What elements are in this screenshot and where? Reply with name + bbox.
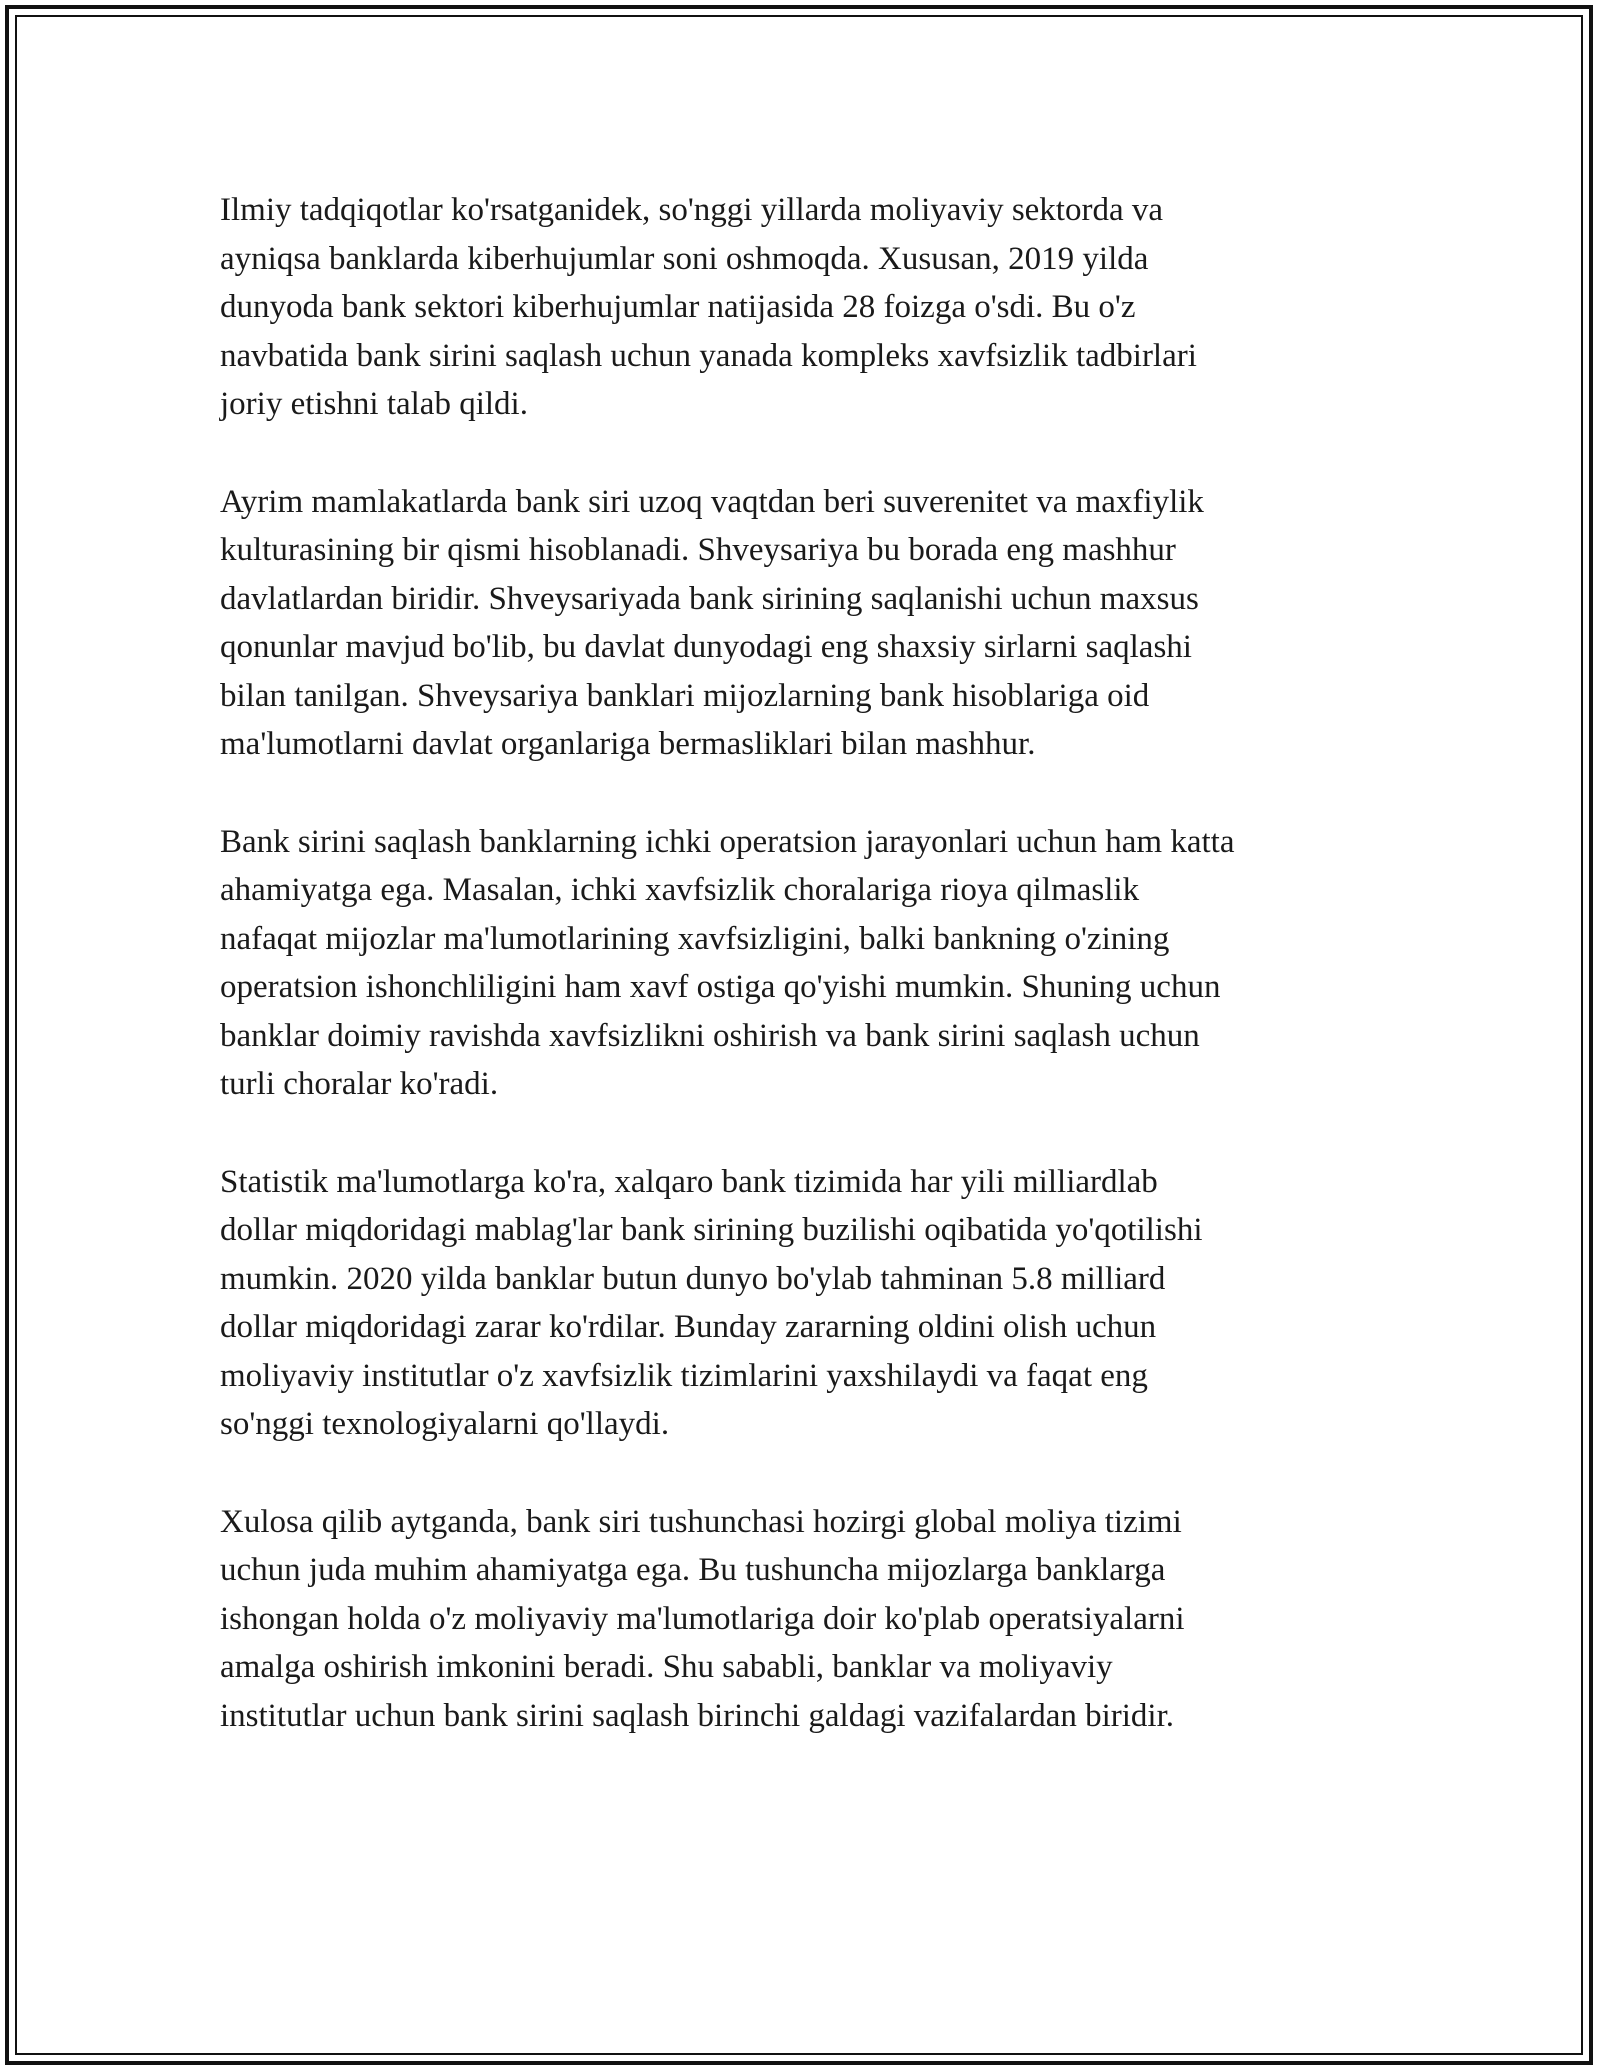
text-line: kulturasining bir qismi hisoblanadi. Shveysariya bu borada eng mashhur (220, 532, 1176, 568)
text-line: davlatlardan biridir. Shveysariyada bank sirining saqlanishi uchun maxsus (220, 580, 1199, 617)
text-line: moliyaviy institutlar o'z xavfsizlik tizimlarini yaxshilaydi va faqat eng (220, 1357, 1148, 1394)
text-line: uchun juda muhim ahamiyatga ega. Bu tushuncha mijozlarga banklarga (220, 1552, 1166, 1588)
paragraph-1 (220, 186, 1380, 429)
text-line: Xulosa qilib aytganda, bank siri tushunchasi hozirgi global moliya tizimi (220, 1503, 1182, 1540)
text-line: so'nggi texnologiyalarni qo'llaydi. (220, 1406, 670, 1442)
text-line: institutlar uchun bank sirini saqlash birinchi galdagi vazifalardan biridir. (220, 1697, 1175, 1734)
text-line: nafaqat mijozlar ma'lumotlarining xavfsizligini, balki bankning o'zining (220, 920, 1170, 957)
text-line: dollar miqdoridagi mablag'lar bank sirining buzilishi oqibatida yo'qotilishi (220, 1212, 1203, 1248)
paragraph-4 (220, 1158, 1380, 1449)
text-line: ma'lumotlarni davlat organlariga bermasliklari bilan mashhur. (220, 726, 1036, 762)
text-line: qonunlar mavjud bo'lib, bu davlat dunyodagi eng shaxsiy sirlarni saqlashi (220, 629, 1192, 665)
text-line: dollar miqdoridagi zarar ko'rdilar. Bunday zararning oldini olish uchun (220, 1309, 1157, 1345)
text-line: Statistik ma'lumotlarga ko'ra, xalqaro bank tizimida har yili milliardlab (220, 1163, 1158, 1200)
text-line: navbatida bank sirini saqlash uchun yanada kompleks xavfsizlik tadbirlari (220, 337, 1197, 374)
text-line: amalga oshirish imkonini beradi. Shu sababli, banklar va moliyaviy (220, 1649, 1113, 1685)
text-line: dunyoda bank sektori kiberhujumlar natijasida 28 foizga o'sdi. Bu o'z (220, 289, 1136, 325)
text-line: operatsion ishonchliligini ham xavf ostiga qo'yishi mumkin. Shuning uchun (220, 969, 1221, 1005)
paragraph-2 (220, 478, 1380, 769)
text-line: bilan tanilgan. Shveysariya banklari mijozlarning bank hisoblariga oid (220, 677, 1150, 714)
text-line: joriy etishni talab qildi. (220, 386, 528, 422)
text-line: Bank sirini saqlash banklarning ichki operatsion jarayonlari uchun ham katta (220, 823, 1235, 860)
text-line: Ayrim mamlakatlarda bank siri uzoq vaqtdan beri suverenitet va maxfiylik (220, 483, 1204, 520)
paragraph-5 (220, 1498, 1380, 1741)
text-line: ishongan holda o'z moliyaviy ma'lumotlariga doir ko'plab operatsiyalarni (220, 1600, 1185, 1637)
text-line: turli choralar ko'radi. (220, 1066, 499, 1102)
text-line: mumkin. 2020 yilda banklar butun dunyo bo'ylab tahminan 5.8 milliard (220, 1260, 1166, 1297)
document-body (220, 186, 1380, 1789)
text-line: Ilmiy tadqiqotlar ko'rsatganidek, so'nggi yillarda moliyaviy sektorda va (220, 192, 1164, 228)
text-line: ayniqsa banklarda kiberhujumlar soni oshmoqda. Xususan, 2019 yilda (220, 240, 1149, 277)
text-line: banklar doimiy ravishda xavfsizlikni oshirish va bank sirini saqlash uchun (220, 1017, 1200, 1054)
paragraph-3 (220, 818, 1380, 1109)
text-line: ahamiyatga ega. Masalan, ichki xavfsizlik choralariga rioya qilmaslik (220, 872, 1140, 908)
